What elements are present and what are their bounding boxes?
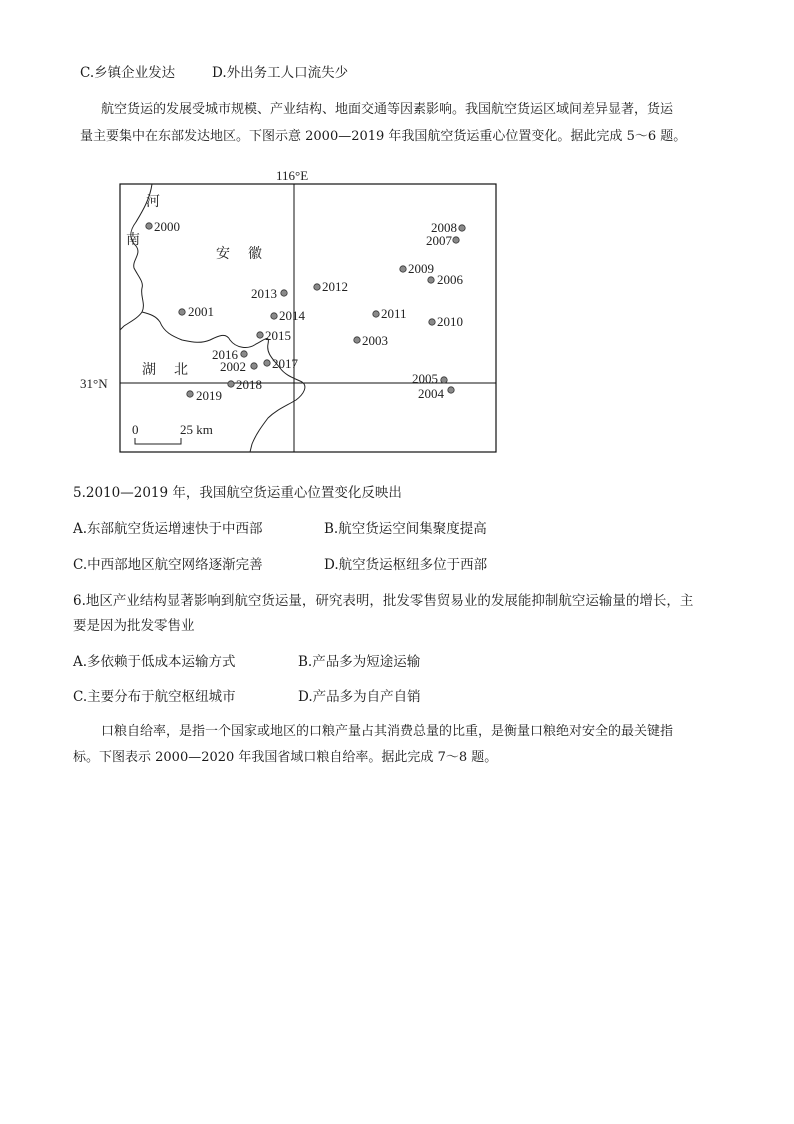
- centroid-label-2014: 2014: [279, 308, 305, 323]
- centroid-point-2017: [264, 360, 270, 366]
- centroid-point-2001: [179, 309, 185, 315]
- province-label-hui: 徽: [248, 246, 262, 262]
- centroid-point-2005: [441, 377, 447, 383]
- centroid-point-2000: [146, 223, 152, 229]
- q6-option-b: B.产品多为短途运输: [298, 654, 421, 670]
- province-label-bei: 北: [174, 362, 188, 378]
- centroid-label-2007: 2007: [426, 233, 452, 248]
- province-label-nan: 南: [126, 232, 140, 248]
- centroid-point-2014: [271, 313, 277, 319]
- centroid-label-2005: 2005: [412, 371, 438, 386]
- province-label-he: 河: [146, 194, 160, 210]
- scale-bar: [135, 438, 181, 444]
- centroid-point-2011: [373, 311, 379, 317]
- q6-stem-line2: 要是因为批发零售业: [73, 618, 195, 634]
- intro2-line1: 口粮自给率，是指一个国家或地区的口粮产量占其消费总量的比重，是衡量口粮绝对安全的最关键指: [101, 724, 674, 739]
- centroid-label-2015: 2015: [265, 328, 291, 343]
- centroid-label-2009: 2009: [408, 261, 434, 276]
- intro2-line2: 标。下图表示 2000—2020 年我国省域口粮自给率。据此完成 7～8 题。: [73, 750, 498, 765]
- latitude-label: 31°N: [80, 376, 108, 391]
- centroid-label-2019: 2019: [196, 388, 222, 403]
- centroid-label-2000: 2000: [154, 219, 180, 234]
- q5-option-c: C.中西部地区航空网络逐渐完善: [73, 557, 263, 573]
- centroid-label-2013: 2013: [251, 286, 277, 301]
- centroid-label-2010: 2010: [437, 314, 463, 329]
- scale-distance: 25 km: [180, 422, 213, 437]
- centroid-points: [146, 219, 465, 403]
- centroid-point-2016: [241, 351, 247, 357]
- centroid-point-2007: [453, 237, 459, 243]
- q5-option-a: A.东部航空货运增速快于中西部: [73, 521, 263, 537]
- option-c-prev: C.乡镇企业发达: [80, 65, 176, 81]
- province-label-hu: 湖: [142, 362, 156, 378]
- centroid-point-2003: [354, 337, 360, 343]
- centroid-label-2018: 2018: [236, 377, 262, 392]
- centroid-point-2013: [281, 290, 287, 296]
- q6-stem-line1: 6.地区产业结构显著影响到航空货运量，研究表明，批发零售贸易业的发展能抑制航空运输量的增长，主: [73, 593, 694, 609]
- centroid-label-2004: 2004: [418, 386, 444, 401]
- centroid-point-2012: [314, 284, 320, 290]
- q6-option-d: D.产品多为自产自销: [298, 689, 421, 705]
- centroid-point-2004: [448, 387, 454, 393]
- centroid-point-2018: [228, 381, 234, 387]
- intro1-line2: 量主要集中在东部发达地区。下图示意 2000—2019 年我国航空货运重心位置变化。据此完成 5～6 题。: [80, 129, 687, 144]
- centroid-label-2016: 2016: [212, 347, 238, 362]
- centroid-label-2003: 2003: [362, 333, 388, 348]
- option-d-prev: D.外出务工人口流失少: [212, 65, 349, 81]
- q5-option-d: D.航空货运枢纽多位于西部: [324, 557, 488, 573]
- centroid-label-2006: 2006: [437, 272, 463, 287]
- q6-option-a: A.多依赖于低成本运输方式: [73, 654, 236, 670]
- centroid-label-2017: 2017: [272, 356, 298, 371]
- centroid-point-2002: [251, 363, 257, 369]
- centroid-label-2002: 2002: [220, 359, 246, 374]
- centroid-label-2012: 2012: [322, 279, 348, 294]
- q5-option-b: B.航空货运空间集聚度提高: [324, 521, 487, 537]
- centroid-label-2001: 2001: [188, 304, 214, 319]
- centroid-point-2008: [459, 225, 465, 231]
- centroid-point-2009: [400, 266, 406, 272]
- centroid-point-2019: [187, 391, 193, 397]
- q5-stem: 5.2010—2019 年，我国航空货运重心位置变化反映出: [73, 485, 402, 501]
- centroid-point-2006: [428, 277, 434, 283]
- q6-option-c: C.主要分布于航空枢纽城市: [73, 689, 236, 705]
- longitude-label: 116°E: [276, 168, 309, 183]
- cargo-centroid-map: [80, 164, 500, 464]
- centroid-label-2011: 2011: [381, 306, 407, 321]
- centroid-point-2015: [257, 332, 263, 338]
- centroid-point-2010: [429, 319, 435, 325]
- scale-zero: 0: [132, 422, 139, 437]
- centroid-label-2008: 2008: [431, 220, 457, 235]
- province-label-an: 安: [216, 246, 230, 262]
- intro1-line1: 航空货运的发展受城市规模、产业结构、地面交通等因素影响。我国航空货运区域间差异显著，货运: [101, 102, 674, 117]
